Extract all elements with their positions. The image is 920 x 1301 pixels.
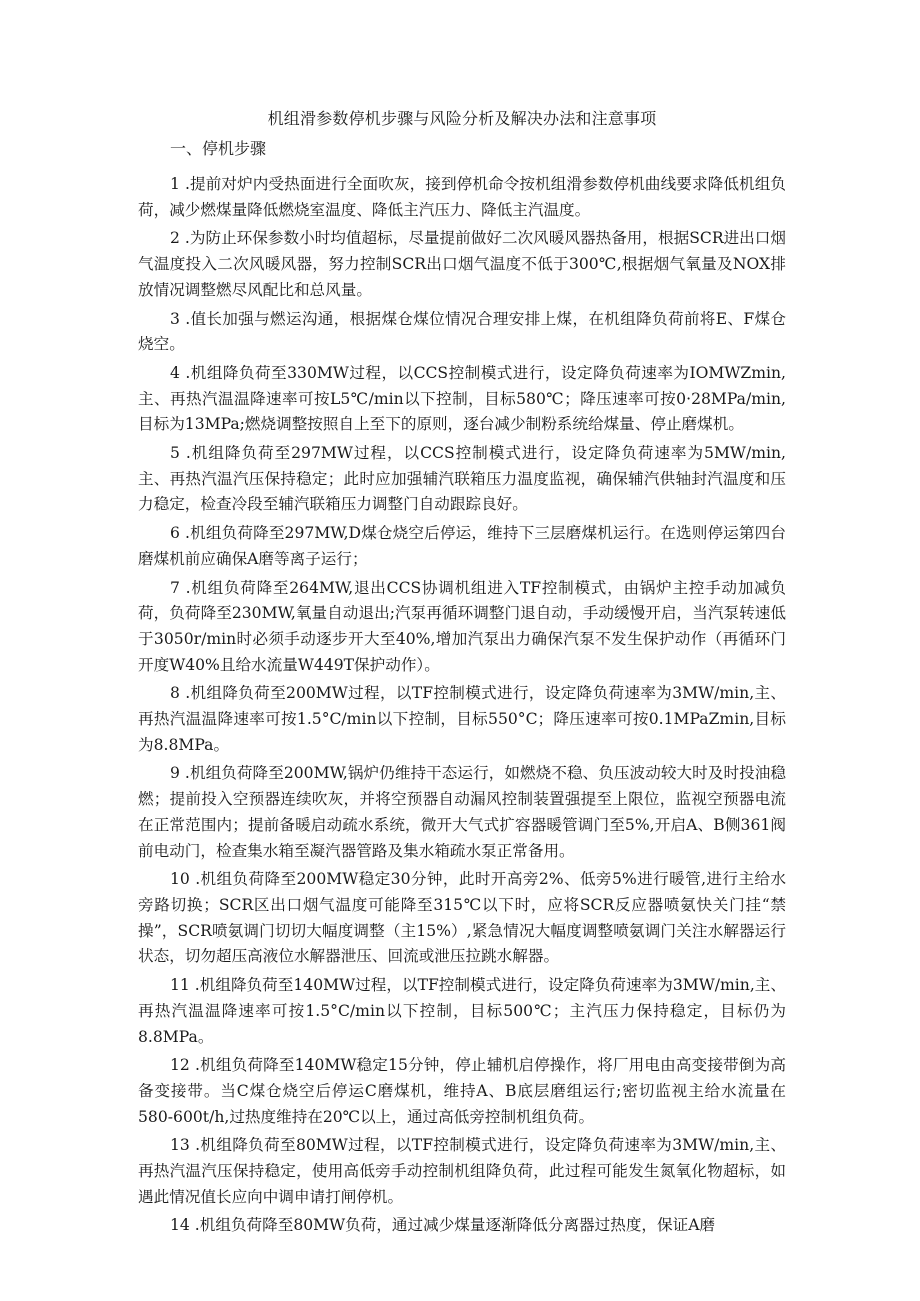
document-title: 机组滑参数停机步骤与风险分析及解决办法和注意事项	[267, 109, 657, 128]
step-3: 3 .值长加强与燃运沟通，根据煤仓煤位情况合理安排上煤，在机组降负荷前将E、F煤仓烧空。	[138, 309, 786, 354]
step-list	[138, 172, 786, 1239]
step-10: 10 .机组负荷降至200MW稳定30分钟，此时开高旁2%、低旁5%进行暖管,进行主给水旁路切换；SCR区出口烟气温度可能降至315℃以下时，应将SCR反应器喷氨快关门挂“禁操”，SCR喷氨调门切切大幅度调整（主15%）,紧急情况大幅度调整喷氨调门关注水解器运行状态，切勿超压高液位水解器泄压、回流或泄压拉跳水解器。	[138, 870, 786, 966]
section-heading: 一、停机步骤	[170, 139, 267, 158]
step-11: 11 .机组降负荷至140MW过程，以TF控制模式进行，设定降负荷速率为3MW/min,主、再热汽温温降速率可按1.5°C/min以下控制，目标500℃；主汽压力保持稳定，目标仍为8.8MPa。	[138, 976, 786, 1046]
step-14: 14 .机组负荷降至80MW负荷，通过减少煤量逐渐降低分离器过热度，保证A磨	[170, 1216, 716, 1235]
step-12: 12 .机组负荷降至140MW稳定15分钟，停止辅机启停操作，将厂用电由高变接带倒为高备变接带。当C煤仓烧空后停运C磨煤机，维持A、B底层磨组运行;密切监视主给水流量在580-600t/h,过热度维持在20℃以上，通过高低旁控制机组负荷。	[138, 1056, 786, 1126]
step-1: 1 .提前对炉内受热面进行全面吹灰，接到停机命令按机组滑参数停机曲线要求降低机组负荷，减少燃煤量降低燃烧室温度、降低主汽压力、降低主汽温度。	[138, 175, 786, 219]
document-page	[138, 106, 786, 1242]
step-8: 8 .机组降负荷至200MW过程，以TF控制模式进行，设定降负荷速率为3MW/min,主、再热汽温温降速率可按1.5°C/min以下控制，目标550°C；降压速率可按0.1MPaZmin,目标为8.8MPa。	[138, 684, 786, 754]
step-13: 13 .机组降负荷至80MW过程，以TF控制模式进行，设定降负荷速率为3MW/min,主、再热汽温汽压保持稳定，使用高低旁手动控制机组降负荷，此过程可能发生氮氧化物超标，如遇此情况值长应向中调申请打闸停机。	[138, 1136, 786, 1206]
step-4: 4 .机组降负荷至330MW过程，以CCS控制模式进行，设定降负荷速率为IOMWZmin,主、再热汽温温降速率可按L5℃/min以下控制，目标580℃；降压速率可按0·28MPa/min,目标为13MPa;燃烧调整按照自上至下的原则，逐台减少制粉系统给煤量、停止磨煤机。	[138, 363, 786, 434]
step-2: 2 .为防止环保参数小时均值超标，尽量提前做好二次风暖风器热备用，根据SCR进出口烟气温度投入二次风暖风器，努力控制SCR出口烟气温度不低于300℃,根据烟气氧量及NOX排放情况调整燃尽风配比和总风量。	[138, 229, 786, 299]
step-5: 5 .机组降负荷至297MW过程，以CCS控制模式进行，设定降负荷速率为5MW/min,主、再热汽温汽压保持稳定；此时应加强辅汽联箱压力温度监视，确保辅汽供轴封汽温度和压力稳定，检查冷段至辅汽联箱压力调整门自动跟踪良好。	[138, 444, 786, 514]
step-6: 6 .机组负荷降至297MW,D煤仓烧空后停运，维持下三层磨煤机运行。在选则停运第四台磨煤机前应确保A磨等离子运行；	[138, 524, 786, 568]
step-7: 7 .机组负荷降至264MW,退出CCS协调机组进入TF控制模式，由锅炉主控手动加减负荷，负荷降至230MW,氧量自动退出;汽泵再循环调整门退自动，手动缓慢开启，当汽泵转速低于3050r/min时必须手动逐步开大至40%,增加汽泵出力确保汽泵不发生保护动作（再循环门开度W40%且给水流量W449T保护动作）。	[138, 578, 786, 674]
step-9: 9 .机组负荷降至200MW,锅炉仍维持干态运行，如燃烧不稳、负压波动较大时及时投油稳燃；提前投入空预器连续吹灰，并将空预器自动漏风控制装置强提至上限位，监视空预器电流在正常范围内；提前备暖启动疏水系统，微开大气式扩容器暖管调门至5%,开启A、B侧361阀前电动门，检查集水箱至凝汽器管路及集水箱疏水泵正常备用。	[138, 764, 786, 860]
